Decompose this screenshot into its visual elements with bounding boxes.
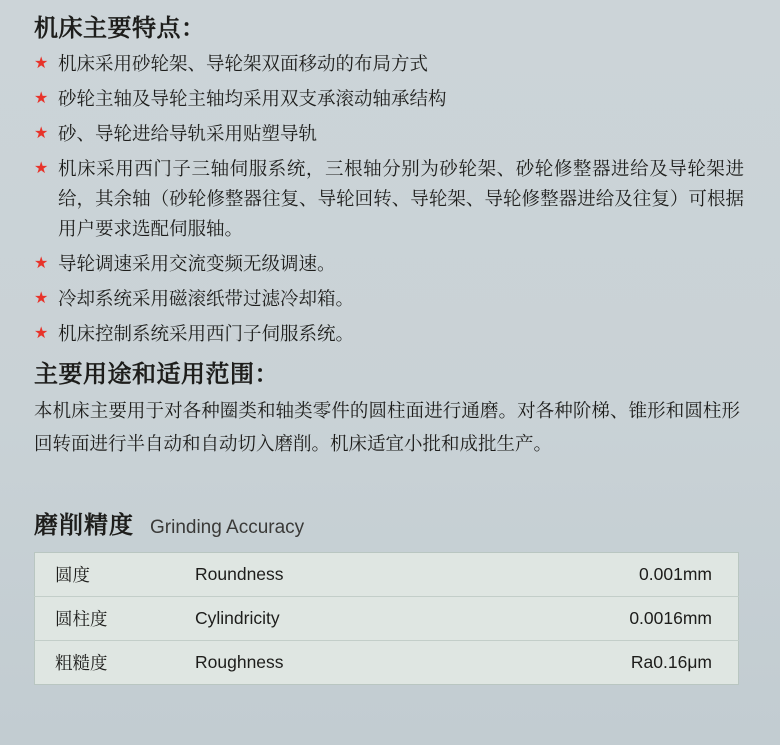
feature-text: 砂、导轮进给导轨采用贴塑导轨 — [58, 122, 318, 144]
accuracy-title-en: Grinding Accuracy — [150, 516, 305, 538]
usage-text: 本机床主要用于对各种圈类和轴类零件的圆柱面进行通磨。对各种阶梯、锥形和圆柱形回转面进行半自动和自动切入磨削。机床适宜小批和成批生产。 — [34, 399, 740, 454]
usage-title: 主要用途和适用范围： — [34, 360, 279, 388]
feature-text: 冷却系统采用磁滚纸带过滤冷却箱。 — [58, 287, 355, 309]
list-item — [34, 154, 744, 244]
row-label-en: Roundness — [195, 552, 555, 596]
star-icon: ★ — [34, 159, 49, 177]
accuracy-heading — [34, 505, 744, 540]
row-label-cn: 圆度 — [35, 552, 196, 596]
star-icon: ★ — [34, 289, 49, 307]
row-label-en: Roughness — [195, 651, 284, 672]
star-icon: ★ — [34, 124, 49, 142]
star-icon: ★ — [34, 55, 49, 72]
feature-text: 机床控制系统采用西门子伺服系统。 — [58, 322, 355, 344]
table-row — [35, 596, 739, 640]
row-value: 0.001mm — [555, 552, 739, 596]
list-item — [34, 319, 744, 349]
accuracy-table — [34, 552, 739, 685]
accuracy-title-cn: 磨削精度 — [34, 511, 134, 539]
list-item — [34, 284, 744, 314]
features-title: 机床主要特点： — [34, 15, 206, 42]
list-item — [34, 49, 744, 79]
star-icon: ★ — [34, 324, 49, 342]
feature-text: 导轮调速采用交流变频无级调速。 — [58, 252, 336, 274]
list-item — [34, 249, 744, 279]
table-row — [35, 552, 739, 596]
row-label-cn: 圆柱度 — [35, 596, 196, 640]
feature-text: 砂轮主轴及导轮主轴均采用双支承滚动轴承结构 — [58, 87, 447, 109]
row-value: 0.0016mm — [555, 596, 739, 640]
star-icon: ★ — [34, 89, 49, 107]
features-list — [34, 49, 744, 349]
list-item — [34, 119, 744, 149]
list-item — [34, 84, 744, 114]
row-label-en: Cylindricity — [195, 596, 555, 640]
star-icon: ★ — [34, 254, 49, 272]
row-value: Ra0.16μm — [630, 651, 712, 672]
table-row — [35, 640, 739, 684]
row-label-cn: 粗糙度 — [55, 652, 108, 673]
feature-text: 机床采用砂轮架、导轮架双面移动的布局方式 — [58, 53, 429, 74]
feature-text: 机床采用西门子三轴伺服系统，三根轴分别为砂轮架、砂轮修整器进给及导轮架进给，其余轴（砂轮修整器往复、导轮回转、导轮架、导轮修整器进给及往复）可根据用户要求选配伺服轴。 — [58, 157, 744, 239]
